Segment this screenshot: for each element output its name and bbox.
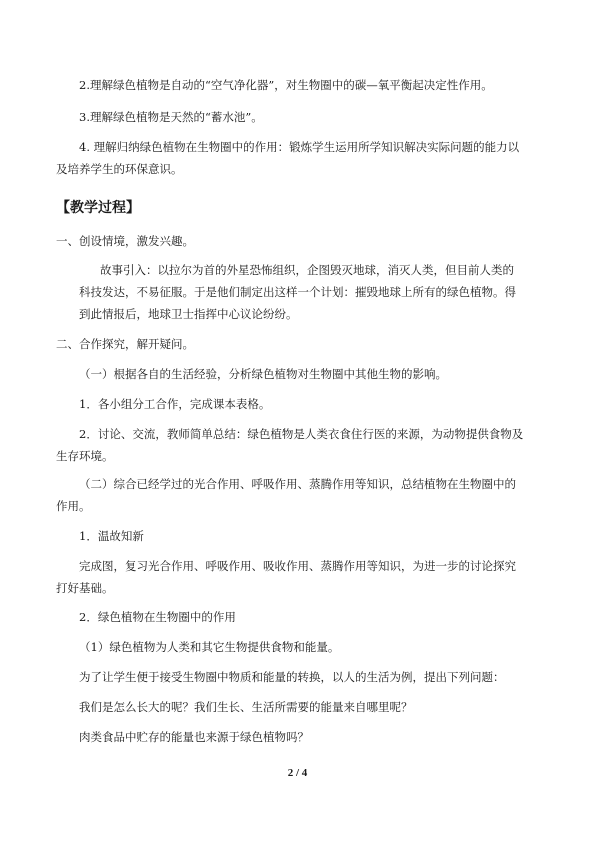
page-number: 2 / 4: [287, 767, 308, 779]
role-intro: 为了让学生便于接受生物圈中物质和能量的转换，以人的生活为例，提出下列问题：: [79, 670, 505, 684]
step-2-line2: 生存环境。: [56, 449, 114, 463]
objective-3: 3.理解绿色植物是天然的“蓄水池”。: [79, 110, 263, 124]
part-1: （一）根据各自的生活经验，分析绿色植物对生物圈中其他生物的影响。: [79, 367, 447, 381]
section-1-title: 一、创设情境，激发兴趣。: [56, 234, 194, 248]
objective-4-line2: 及培养学生的环保意识。: [56, 162, 183, 176]
part-2-line1: （二）综合已经学过的光合作用、呼吸作用、蒸腾作用等知识，总结植物在生物圈中的: [79, 477, 516, 491]
review-title: 1．温故知新: [79, 529, 144, 543]
role-title: 2．绿色植物在生物圈中的作用: [79, 610, 236, 624]
part-2-line2: 作用。: [56, 499, 91, 513]
teaching-process-heading: 【教学过程】: [56, 200, 140, 216]
story-line-1: 故事引入：以拉尔为首的外星恐怖组织，企图毁灭地球，消灭人类，但目前人类的: [100, 263, 514, 277]
objective-2: 2.理解绿色植物是自动的“空气净化器”，对生物圈中的碳—氧平衡起决定性作用。: [79, 78, 493, 92]
story-line-2: 科技发达，不易征服。于是他们制定出这样一个计划：摧毁地球上所有的绿色植物。得: [79, 285, 516, 299]
question-1: 我们是怎么长大的呢？我们生长、生活所需要的能量来自哪里呢？: [79, 700, 413, 714]
step-1: 1．各小组分工合作，完成课本表格。: [79, 397, 271, 411]
objective-4-line1: 4. 理解归纳绿色植物在生物圈中的作用：锻炼学生运用所学知识解决实际问题的能力以: [79, 140, 520, 154]
role-item-1: （1）绿色植物为人类和其它生物提供食物和能量。: [79, 640, 340, 654]
review-line1: 完成图，复习光合作用、呼吸作用、吸收作用、蒸腾作用等知识，为进一步的讨论探究: [79, 559, 516, 573]
question-2: 肉类食品中贮存的能量也来源于绿色植物吗？: [79, 730, 309, 744]
story-line-3: 到此情报后，地球卫士指挥中心议论纷纷。: [79, 307, 298, 321]
section-2-title: 二、合作探究，解开疑问。: [56, 337, 194, 351]
step-2-line1: 2．讨论、交流，教师简单总结：绿色植物是人类衣食住行医的来源，为动物提供食物及: [79, 427, 524, 441]
review-line2: 打好基础。: [56, 581, 114, 595]
